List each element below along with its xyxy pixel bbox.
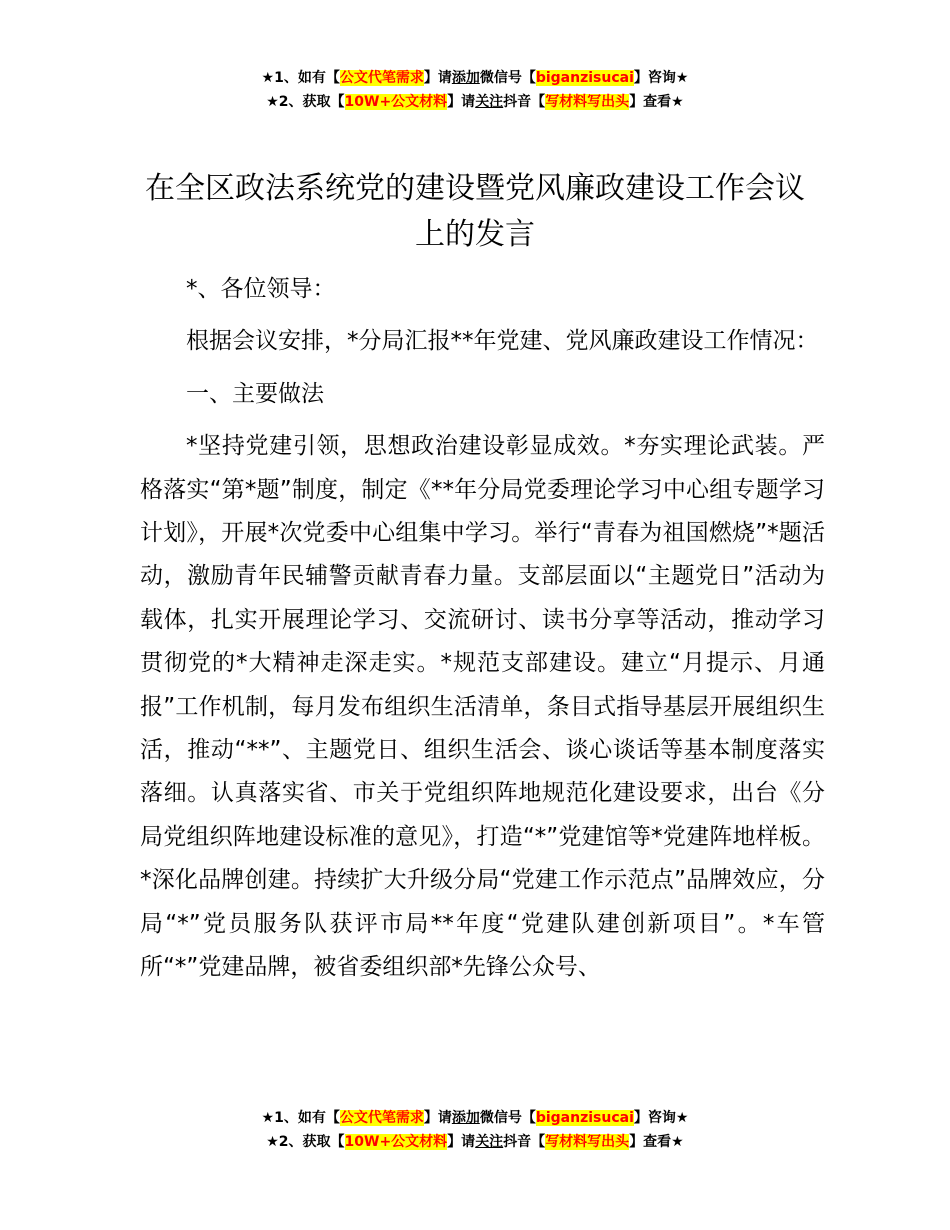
ad-text: ★1、如有【 [261,1110,340,1126]
ad-text: ★2、获取【 [266,94,345,110]
ad-text: 微信号【 [479,70,536,86]
ad-underlined-text: 关注 [475,94,504,110]
ad-text: 】请 [447,94,476,110]
ad-highlight-douyin-account: 写材料写出头 [545,94,630,110]
ad-text: 】请 [423,70,452,86]
ad-underlined-text: 添加 [451,1110,480,1126]
ad-underlined-text: 关注 [475,1134,504,1150]
body-paragraph: *坚持党建引领，思想政治建设彰显成效。*夯实理论武装。严格落实“第*题”制度，制定《**年分局党委理论学习中心组专题学习计划》，开展*次党委中心组集中学习。举行“青春为祖国燃烧”*题活动，激励青年民辅警贡献青春力量。支部层面以“主题党日”活动为载体，扎实开展理论学习、交流研讨、读书分享等活动，推动学习贯彻党的*大精神走深走实。*规范支部建设。建立“月提示、月通报”工作机制，每月发布组织生活清单，条目式指导基层开展组织生活，推动“**”、主题党日、组织生活会、谈心谈话等基本制度落实落细。认真落实省、市关于党组织阵地规范化建设要求，出台《分局党组织阵地建设标准的意见》，打造“*”党建馆等*党建阵地样板。*深化品牌创建。持续扩大升级分局“党建工作示范点”品牌效应，分局“*”党员服务队获评市局**年度“党建队建创新项目”。*车管所“*”党建品牌，被省委组织部*先锋公众号、 [140,433,825,981]
ad-highlight-wechat-id: biganzisucai [535,1110,634,1126]
ad-line-1 [0,1106,950,1130]
ad-text: 抖音【 [503,94,546,110]
section-heading: 一、主要做法 [186,380,324,407]
salutation: *、各位领导： [186,276,336,302]
header-ad-banner [0,66,950,114]
ad-highlight-materials: 10W+公文材料 [344,94,448,110]
ad-line-2 [0,90,950,114]
footer-ad-banner [0,1106,950,1154]
ad-highlight-douyin-account: 写材料写出头 [545,1134,630,1150]
ad-text: 】咨询★ [633,70,689,86]
ad-text: 抖音【 [503,1134,546,1150]
ad-highlight-service: 公文代笔需求 [339,1110,424,1126]
ad-highlight-wechat-id: biganzisucai [535,70,634,86]
ad-text: 微信号【 [479,1110,536,1126]
intro-paragraph: 根据会议安排，*分局汇报**年党建、党风廉政建设工作情况： [186,328,819,355]
ad-text: 】咨询★ [633,1110,689,1126]
document-body [140,268,825,990]
ad-underlined-text: 添加 [451,70,480,86]
ad-text: 】查看★ [629,94,684,110]
ad-highlight-materials: 10W+公文材料 [344,1134,448,1150]
document-title: 在全区政法系统党的建设暨党风廉政建设工作会议上的发言 [145,171,805,252]
ad-text: ★2、获取【 [266,1134,345,1150]
ad-line-1 [0,66,950,90]
ad-text: ★1、如有【 [261,70,340,86]
ad-text: 】请 [423,1110,452,1126]
ad-highlight-service: 公文代笔需求 [339,70,424,86]
ad-text: 】请 [447,1134,476,1150]
ad-text: 】查看★ [629,1134,684,1150]
ad-line-2 [0,1130,950,1154]
